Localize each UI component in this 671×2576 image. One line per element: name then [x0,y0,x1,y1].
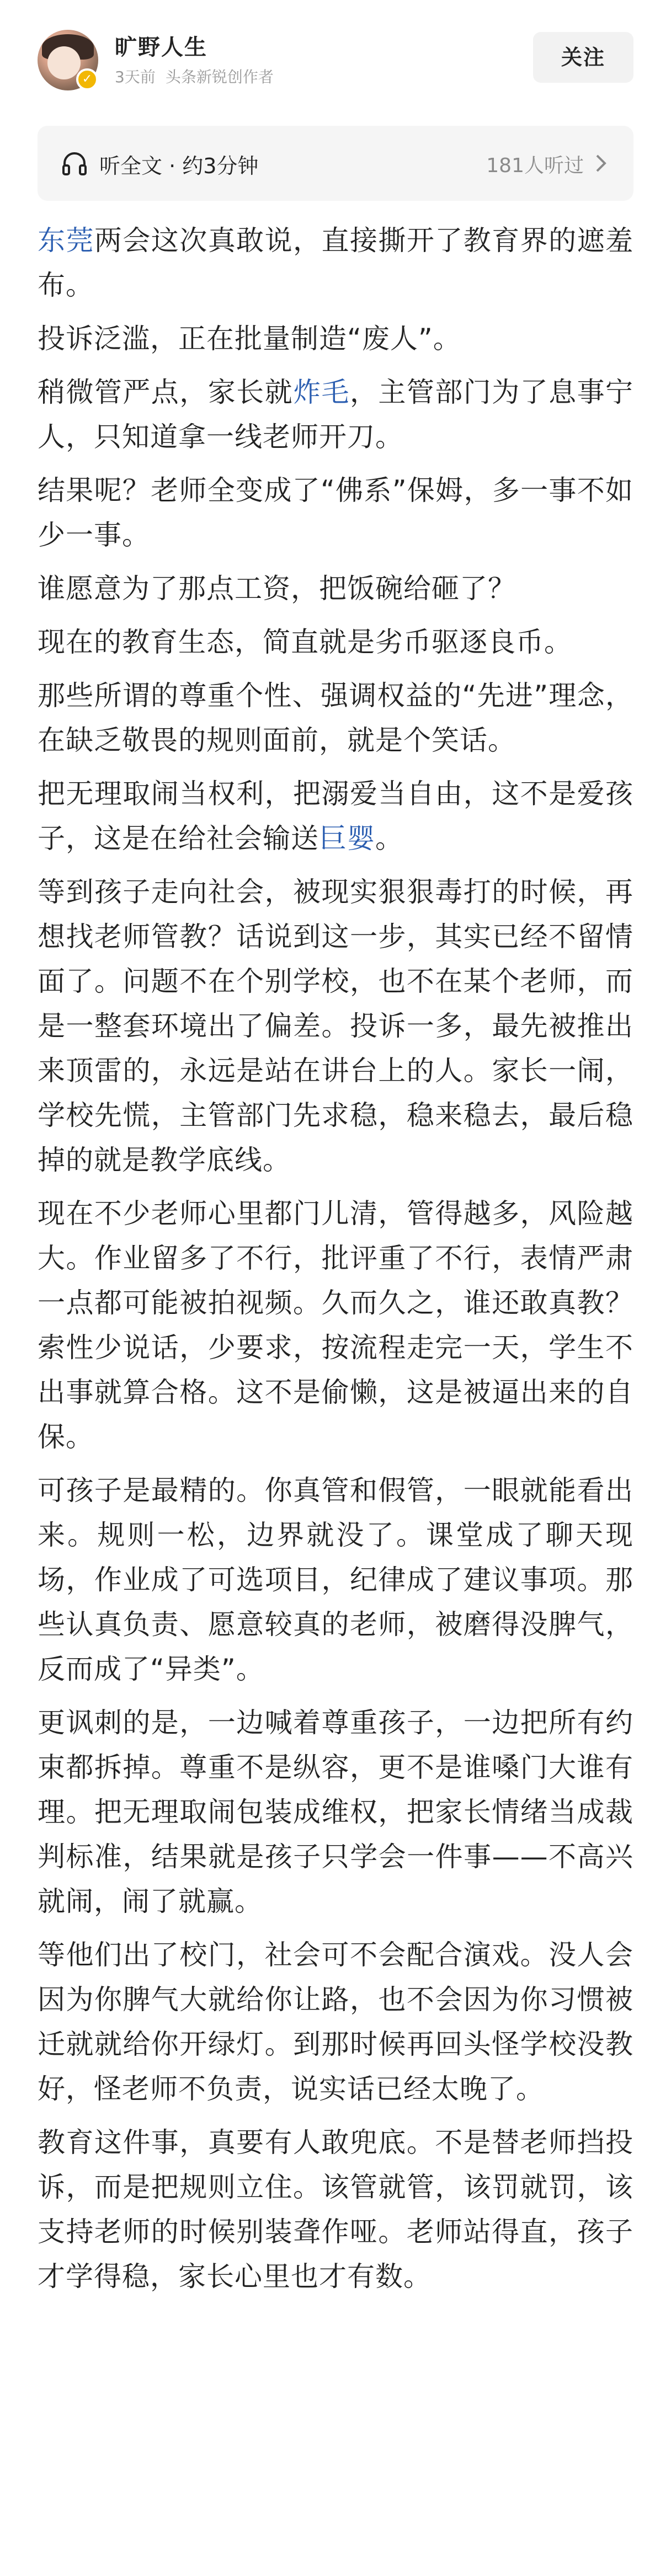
article-body [38,218,633,2308]
paragraph-5: 谁愿意为了那点工资，把饭碗给砸了？ [38,573,516,605]
paragraph-4: 结果呢？老师全变成了“佛系”保姆，多一事不如少一事。 [38,474,633,551]
paragraph-9: 等到孩子走向社会，被现实狠狠毒打的时候，再想找老师管教？话说到这一步，其实已经不留情面了。问题不在个别学校，也不在某个老师，而是一整套环境出了偏差。投诉一多，最先被推出来顶雷的，永远是站在讲台上的人。家长一闹，学校先慌，主管部门先求稳，稳来稳去，最后稳掉的就是教学底线。 [38,876,633,1176]
paragraph-3-text-a: 稍微管严点，家长就 [38,376,294,408]
follow-button[interactable]: 关注 [533,32,633,83]
author-title: 头条新锐创作者 [165,68,274,86]
author-header [0,0,671,110]
paragraph-3 [38,370,633,459]
paragraph-8-text-a: 把无理取闹当权利，把溺爱当自由，这不是爱孩子，这是在给社会输送 [38,778,633,854]
paragraph-8 [38,772,633,861]
listen-label: 听全文 · 约3分钟 [99,154,259,178]
chevron-right-icon [594,151,608,175]
paragraph-7: 那些所谓的尊重个性、强调权益的“先进”理念，在缺乏敬畏的规则面前，就是个笑话。 [38,680,633,756]
avatar-face [47,46,81,79]
paragraph-11: 可孩子是最精的。你真管和假管，一眼就能看出来。规则一松，边界就没了。课堂成了聊天现场，作业成了可选项目，纪律成了建议事项。那些认真负责、愿意较真的老师，被磨得没脾气，反而成了“异类”。 [38,1474,633,1685]
paragraph-12: 更讽刺的是，一边喊着尊重孩子，一边把所有约束都拆掉。尊重不是纵容，更不是谁嗓门大谁有理。把无理取闹包装成维权，把家长情绪当成裁判标准，结果就是孩子只学会一件事——不高兴就闹，闹了就赢。 [38,1707,633,1917]
paragraph-10: 现在不少老师心里都门儿清，管得越多，风险越大。作业留多了不行，批评重了不行，表情严肃一点都可能被拍视频。久而久之，谁还敢真教？索性少说话，少要求，按流程走完一天，学生不出事就算合格。这不是偷懒，这是被逼出来的自保。 [38,1198,633,1453]
paragraph-2: 投诉泛滥，正在批量制造“废人”。 [38,323,461,355]
post-time: 3天前 [115,68,156,86]
listen-bar[interactable] [38,126,633,201]
author-name[interactable]: 旷野人生 [115,35,207,60]
keyword-link-dongguan[interactable]: 东莞 [38,225,94,256]
paragraph-3-text-b: ，主管部门为了息事宁人，只知道拿一线老师开刀。 [38,376,634,453]
paragraph-13: 等他们出了校门，社会可不会配合演戏。没人会因为你脾气大就给你让路，也不会因为你习惯被迁就就给你开绿灯。到那时候再回头怪学校没教好，怪老师不负责，说实话已经太晚了。 [38,1939,633,2105]
headphone-icon [62,151,87,175]
paragraph-1-text: 两会这次真敢说，直接撕开了教育界的遮羞布。 [38,225,634,301]
paragraph-8-text-b: 。 [375,822,403,854]
author-meta [115,65,284,87]
paragraph-6: 现在的教育生态，简直就是劣币驱逐良币。 [38,626,572,658]
keyword-link-juying[interactable]: 巨婴 [319,822,375,854]
paragraph-1 [38,218,633,308]
listen-count: 181人听过 [486,154,584,177]
paragraph-14: 教育这件事，真要有人敢兜底。不是替老师挡投诉，而是把规则立住。该管就管，该罚就罚，该支持老师的时候别装聋作哑。老师站得直，孩子才学得稳，家长心里也才有数。 [38,2126,633,2292]
keyword-link-zhamao[interactable]: 炸毛 [293,376,350,408]
verified-badge-icon: ✓ [76,68,98,90]
